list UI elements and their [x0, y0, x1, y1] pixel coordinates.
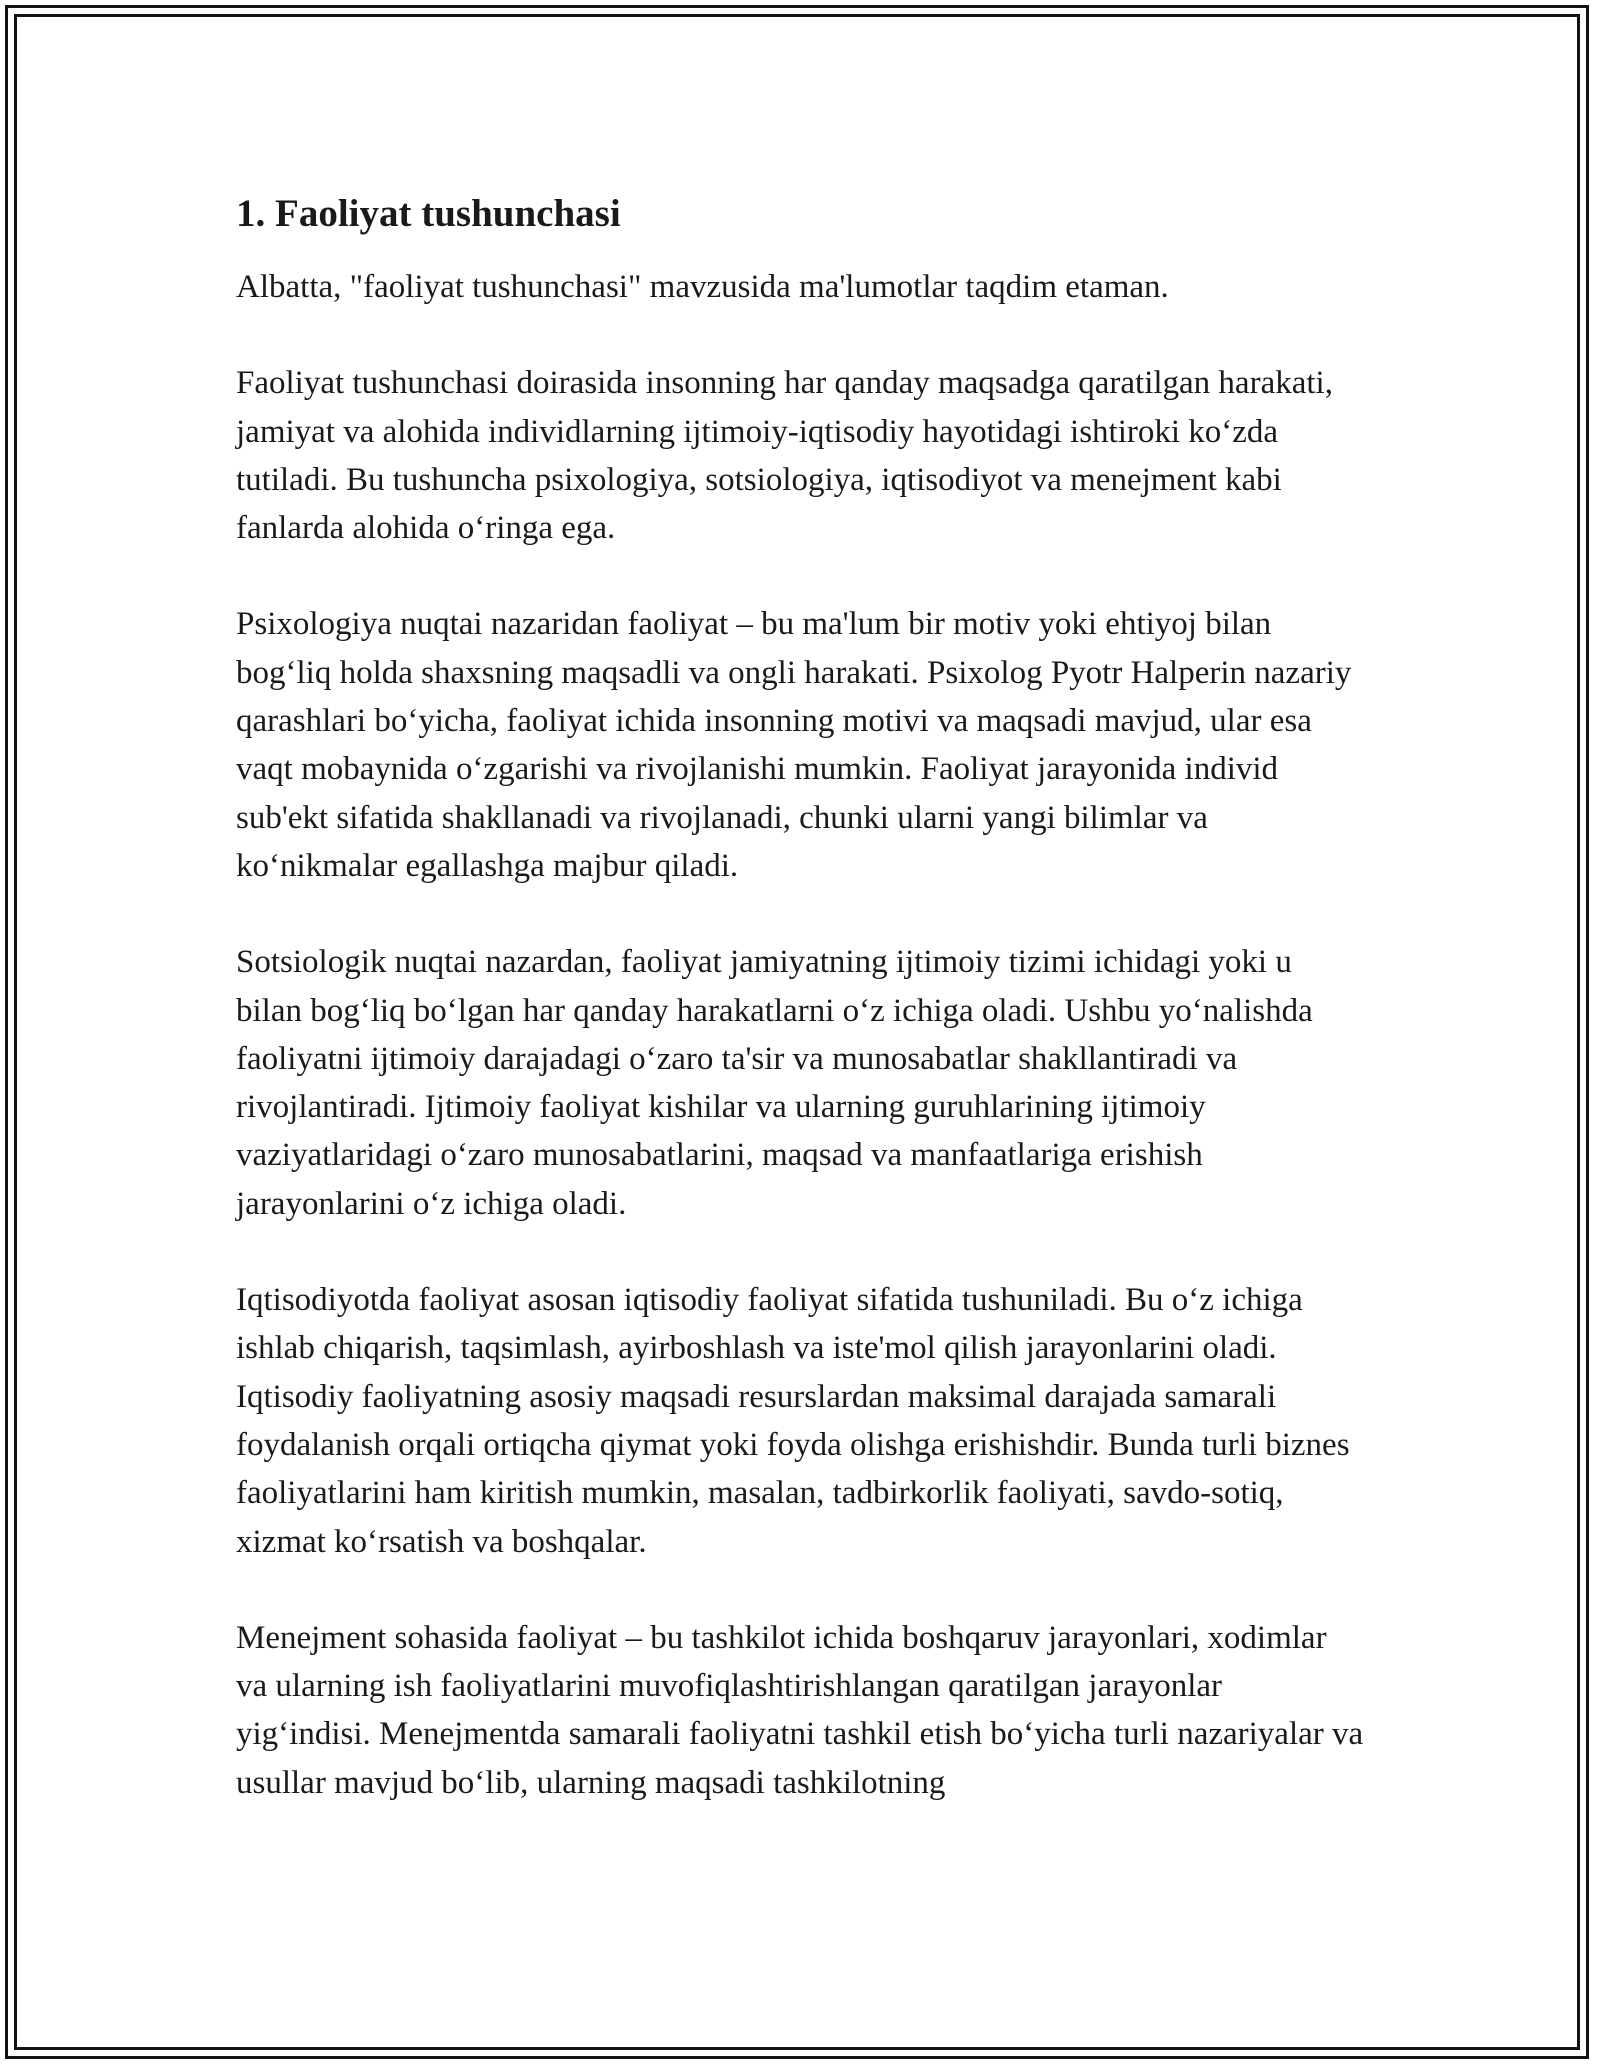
paragraph-management: Menejment sohasida faoliyat – bu tashkilot ichida boshqaruv jarayonlari, xodimlar va ularning ish faoliyatlarini muvofiqlashtirishlangan qaratilgan jarayonlar yig‘indisi. Menejmentda samarali faoliyatni tashkil etish bo‘yicha turli nazariyalar va usullar mavjud bo‘lib, ularning maqsadi tashkilotning: [236, 1619, 1364, 1801]
paragraph-definition: Faoliyat tushunchasi doirasida insonning har qanday maqsadga qaratilgan harakati, jamiyat va alohida individlarning ijtimoiy-iqtisodiy hayotidagi ishtiroki ko‘zda tutiladi. Bu tushuncha psixologiya, sotsiologiya, iqtisodiyot va menejment kabi fanlarda alohida o‘ringa ega.: [236, 365, 1333, 547]
document-body: [236, 188, 1364, 1855]
paragraph-psychology: Psixologiya nuqtai nazaridan faoliyat – bu ma'lum bir motiv yoki ehtiyoj bilan bog‘liq holda shaxsning maqsadli va ongli harakati. Psixolog Pyotr Halperin nazariy qarashlari bo‘yicha, faoliyat ichida insonning motivi va maqsadi mavjud, ular esa vaqt mobaynida o‘zgarishi va rivojlanishi mumkin. Faoliyat jarayonida individ sub'ekt sifatida shakllanadi va rivojlanadi, chunki ularni yangi bilimlar va ko‘nikmalar egallashga majbur qiladi.: [236, 606, 1352, 884]
paragraph-intro: Albatta, "faoliyat tushunchasi" mavzusida ma'lumotlar taqdim etaman.: [236, 269, 1169, 305]
section-heading: 1. Faoliyat tushunchasi: [236, 192, 621, 235]
paragraph-economics: Iqtisodiyotda faoliyat asosan iqtisodiy faoliyat sifatida tushuniladi. Bu o‘z ichiga ishlab chiqarish, taqsimlash, ayirboshlash va iste'mol qilish jarayonlarini oladi. Iqtisodiy faoliyatning asosiy maqsadi resurslardan maksimal darajada samarali foydalanish orqali ortiqcha qiymat yoki foyda olishga erishishdir. Bunda turli biznes faoliyatlarini ham kiritish mumkin, masalan, tadbirkorlik faoliyati, savdo-sotiq, xizmat ko‘rsatish va boshqalar.: [236, 1282, 1350, 1560]
paragraph-sociology: Sotsiologik nuqtai nazardan, faoliyat jamiyatning ijtimoiy tizimi ichidagi yoki u bilan bog‘liq bo‘lgan har qanday harakatlarni o‘z ichiga oladi. Ushbu yo‘nalishda faoliyatni ijtimoiy darajadagi o‘zaro ta'sir va munosabatlar shakllantiradi va rivojlantiradi. Ijtimoiy faoliyat kishilar va ularning guruhlarining ijtimoiy vaziyatlaridagi o‘zaro munosabatlarini, maqsad va manfaatlariga erishish jarayonlarini o‘z ichiga oladi.: [236, 944, 1313, 1222]
